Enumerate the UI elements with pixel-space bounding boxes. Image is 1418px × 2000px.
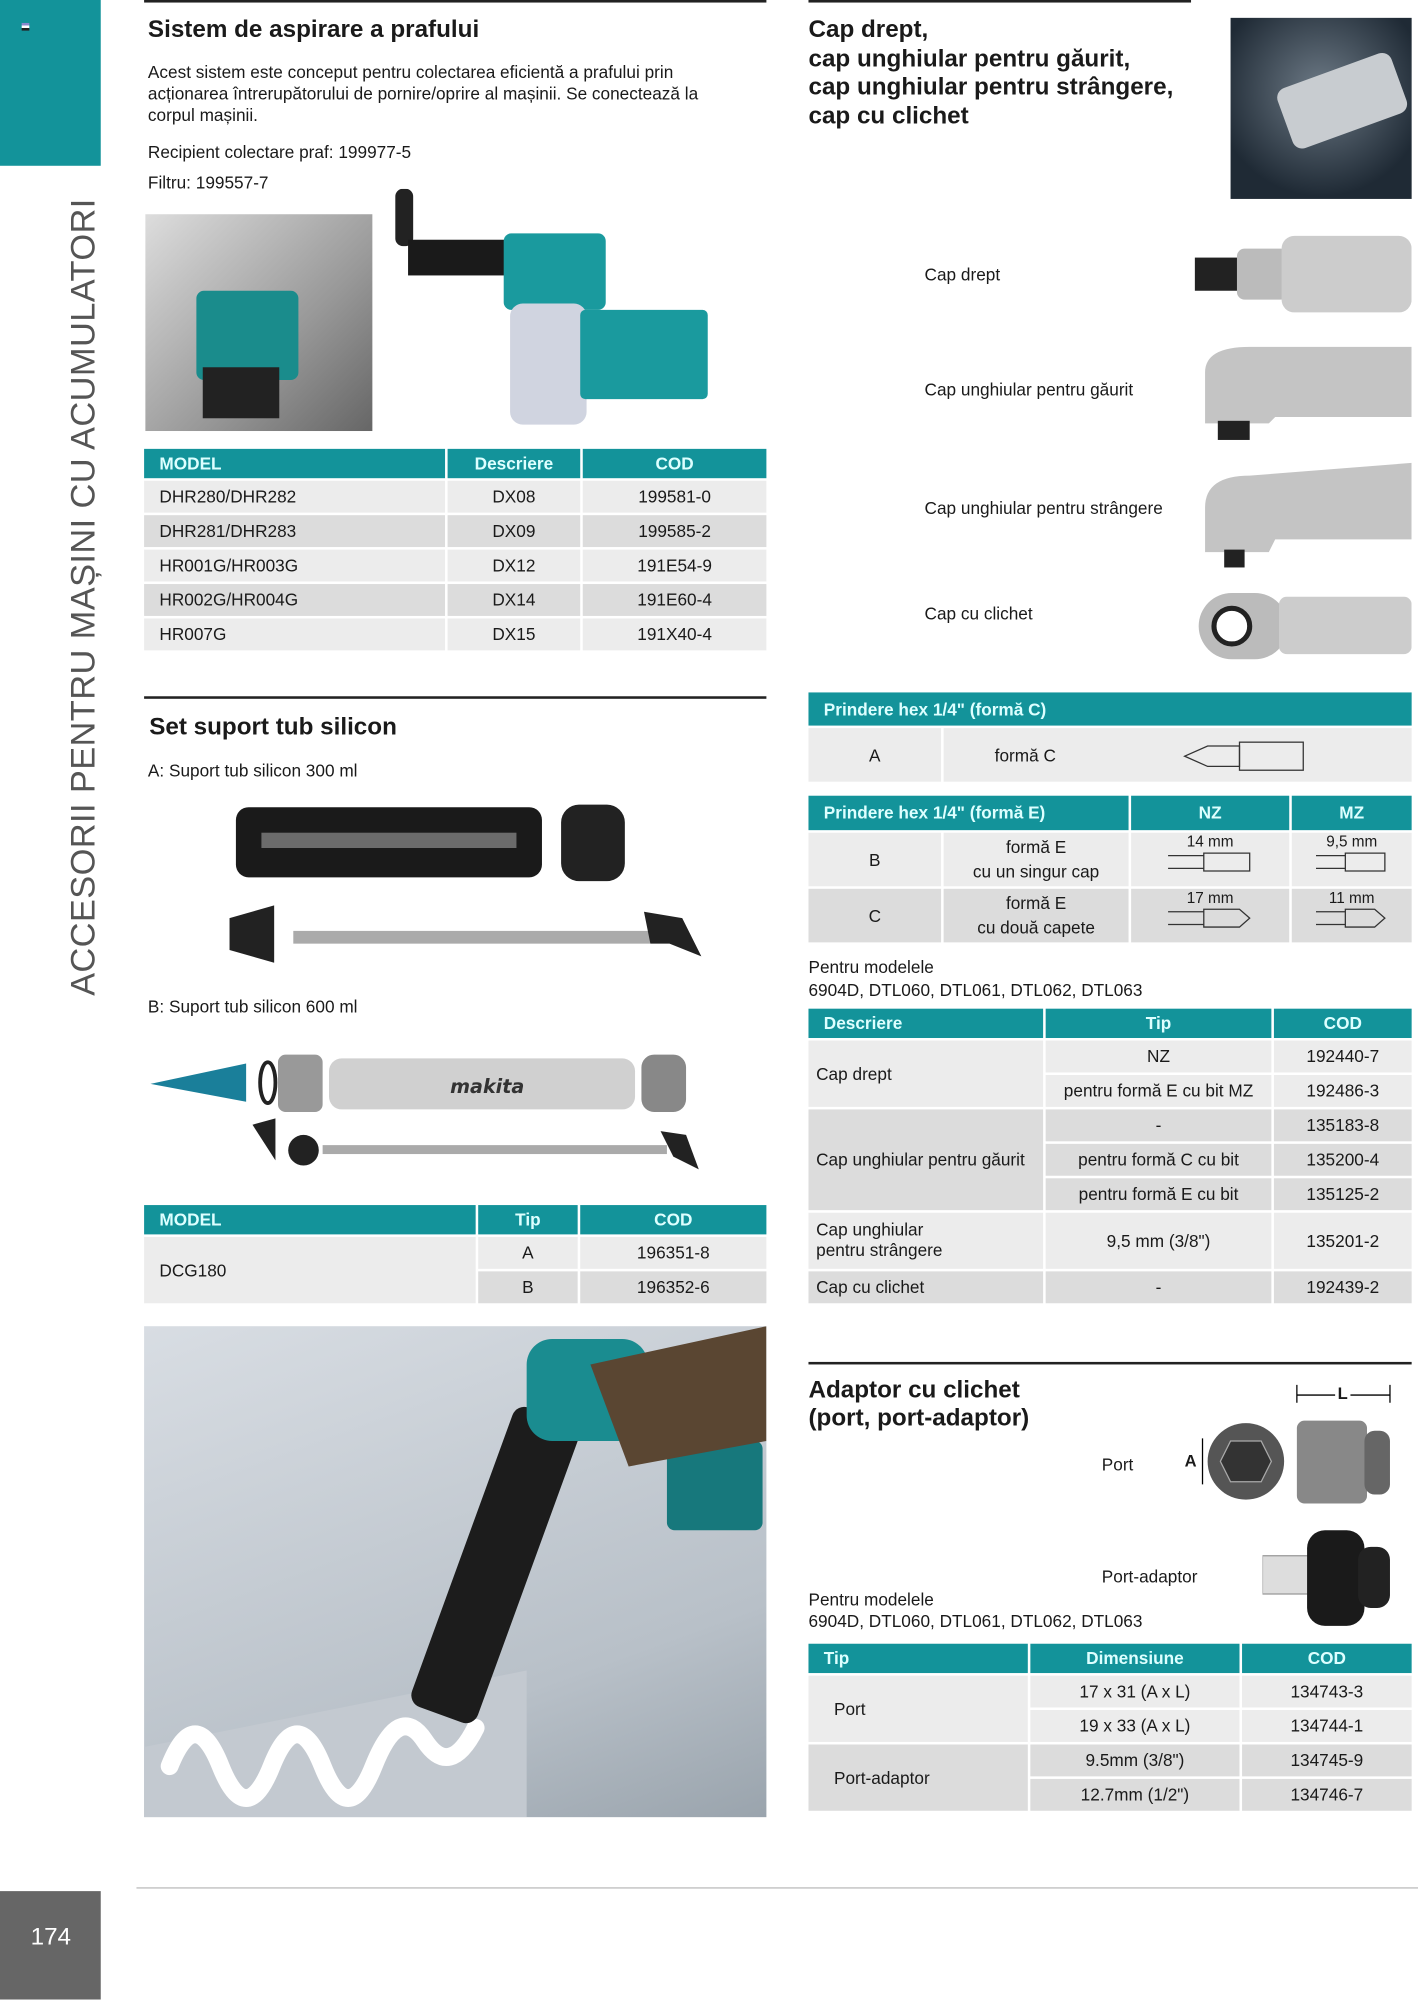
table-cell: Port (808, 1676, 1027, 1742)
port-diagram (1180, 1380, 1403, 1508)
heads-models: 6904D, DTL060, DTL061, DTL062, DTL063 (808, 980, 1143, 1000)
table-cell: 19 x 33 (A x L) (1030, 1710, 1239, 1742)
col-cod: COD (580, 1205, 766, 1234)
hex-c-table (806, 690, 1414, 784)
silicon-holder-600-image (150, 1048, 711, 1176)
table-cell: formă E cu un singur cap (944, 833, 1129, 887)
col-descriere: Descriere (808, 1009, 1043, 1038)
table-row (808, 1744, 1411, 1776)
table-cell: 134744-1 (1242, 1710, 1412, 1742)
col-cod: COD (1274, 1009, 1412, 1038)
table-cell: pentru formă E cu bit MZ (1046, 1075, 1272, 1107)
table-cell: DHR280/DHR282 (144, 481, 445, 513)
table-cell: DCG180 (144, 1237, 476, 1303)
table-row (808, 833, 1411, 887)
port-adaptor-label: Port-adaptor (1101, 1567, 1198, 1587)
table-cell: 12.7mm (1/2") (1030, 1779, 1239, 1811)
table-row (808, 1271, 1411, 1303)
col-tip: Tip (808, 1644, 1027, 1673)
table-row (144, 584, 766, 616)
table-cell: Cap unghiular pentru găurit (808, 1109, 1043, 1210)
table-cell: 192486-3 (1274, 1075, 1412, 1107)
heads-title-4: cap cu clichet (808, 103, 969, 131)
table-cell: DX14 (448, 584, 581, 616)
adaptor-models-label: Pentru modelele (808, 1590, 934, 1610)
table-cell: 196352-6 (580, 1271, 766, 1303)
table-cell: A (808, 728, 941, 782)
table-cell: pentru formă E cu bit (1046, 1178, 1272, 1210)
table-cell: Port-adaptor (808, 1744, 1027, 1810)
section-rule (808, 0, 1191, 3)
bit-dimension-icon (1166, 851, 1255, 874)
table-cell: 11 mm (1292, 889, 1412, 943)
adaptor-models: 6904D, DTL060, DTL061, DTL062, DTL063 (808, 1611, 1143, 1631)
table-cell: A (478, 1237, 577, 1269)
table-cell: 196351-8 (580, 1237, 766, 1269)
table-cell: 9,5 mm (1292, 833, 1412, 887)
table-row (144, 550, 766, 582)
page-number: 174 (30, 1924, 72, 1952)
bit-dimension-icon (1313, 851, 1390, 874)
table-cell: formă E cu două capete (944, 889, 1129, 943)
col-dimensiune: Dimensiune (1030, 1644, 1239, 1673)
table-cell: 17 x 31 (A x L) (1030, 1676, 1239, 1708)
dust-system-photo (145, 214, 372, 431)
bit-dimension-icon (1166, 907, 1255, 930)
col-model: MODEL (144, 449, 445, 478)
adaptor-table (806, 1641, 1414, 1813)
table-cell: 192439-2 (1274, 1271, 1412, 1303)
table-cell: Cap drept (808, 1041, 1043, 1107)
table-cell: 191E54-9 (583, 550, 767, 582)
table-cell: 135183-8 (1274, 1109, 1412, 1141)
table-row (808, 728, 1411, 782)
table-cell: 191E60-4 (583, 584, 767, 616)
table-cell: HR002G/HR004G (144, 584, 445, 616)
section-rule (144, 696, 766, 699)
table-row (808, 889, 1411, 943)
silicon-b-label: B: Suport tub silicon 600 ml (147, 997, 358, 1017)
table-cell: 135200-4 (1274, 1144, 1412, 1176)
angle-drill-head-image (1199, 334, 1412, 442)
hex-c-header: Prindere hex 1/4" (formă C) (808, 692, 1411, 725)
hex-c-type: formă C (994, 745, 1056, 765)
table-cell: HR007G (144, 618, 445, 650)
col-nz: NZ (1131, 796, 1289, 830)
silicon-title: Set suport tub silicon (149, 714, 397, 741)
table-cell: 135201-2 (1274, 1213, 1412, 1269)
dim-l-label: L (1337, 1383, 1348, 1403)
col-tip: Tip (1046, 1009, 1272, 1038)
silicon-table (142, 1203, 769, 1306)
table-cell: 199585-2 (583, 515, 767, 547)
table-cell: DX09 (448, 515, 581, 547)
head-item-label: Cap unghiular pentru găurit (924, 380, 1134, 400)
table-row (144, 481, 766, 513)
table-row (144, 1237, 766, 1269)
adaptor-title-2: (port, port-adaptor) (808, 1405, 1030, 1433)
dust-extractor-image (389, 189, 714, 431)
table-cell: HR001G/HR003G (144, 550, 445, 582)
head-item-label: Cap drept (924, 265, 1001, 285)
head-item-label: Cap unghiular pentru strângere (924, 498, 1163, 518)
heads-table (806, 1006, 1414, 1306)
table-row (808, 1041, 1411, 1073)
table-cell: - (1046, 1109, 1272, 1141)
category-vertical-title: ACCESORII PENTRU MAȘINI CU ACUMULATORI (63, 198, 103, 996)
table-cell: 134745-9 (1242, 1744, 1412, 1776)
hex-e-header: Prindere hex 1/4" (formă E) (808, 796, 1128, 830)
heads-title-1: Cap drept, (808, 16, 929, 44)
table-cell: 9.5mm (3/8") (1030, 1744, 1239, 1776)
heads-title-3: cap unghiular pentru strângere, (808, 73, 1174, 101)
angle-tightening-head-image (1199, 457, 1412, 578)
col-model: MODEL (144, 1205, 476, 1234)
table-cell (944, 728, 1412, 782)
table-cell: C (808, 889, 941, 943)
table-cell: B (478, 1271, 577, 1303)
dust-table (142, 446, 769, 653)
table-cell: pentru formă C cu bit (1046, 1144, 1272, 1176)
table-cell: 192440-7 (1274, 1041, 1412, 1073)
table-row (808, 1676, 1411, 1708)
silicon-gun-photo (144, 1326, 766, 1817)
head-item-label: Cap cu clichet (924, 604, 1033, 624)
port-adaptor-image (1262, 1524, 1396, 1632)
table-cell: - (1046, 1271, 1272, 1303)
table-cell: DX15 (448, 618, 581, 650)
table-cell: 17 mm (1131, 889, 1289, 943)
ratchet-head-image (1196, 587, 1412, 666)
col-descriere: Descriere (448, 449, 581, 478)
table-cell: Cap cu clichet (808, 1271, 1043, 1303)
section-rule (808, 1362, 1411, 1365)
port-label: Port (1101, 1455, 1134, 1475)
page-number-box (0, 1891, 101, 1999)
silicon-a-label: A: Suport tub silicon 300 ml (147, 761, 358, 781)
col-mz: MZ (1292, 796, 1412, 830)
table-cell: 134743-3 (1242, 1676, 1412, 1708)
table-row (144, 515, 766, 547)
table-cell: DX08 (448, 481, 581, 513)
table-cell: 199581-0 (583, 481, 767, 513)
table-cell: DHR281/DHR283 (144, 515, 445, 547)
flag-icon (22, 23, 30, 31)
table-cell: Cap unghiular pentru strângere (808, 1213, 1043, 1269)
dust-filter-code: Filtru: 199557-7 (147, 173, 269, 193)
straight-head-image (1192, 230, 1411, 319)
table-cell: DX12 (448, 550, 581, 582)
table-cell: 191X40-4 (583, 618, 767, 650)
heads-title-2: cap unghiular pentru găurit, (808, 45, 1131, 73)
dust-container-code: Recipient colectare praf: 199977-5 (147, 142, 412, 162)
table-row (808, 1213, 1411, 1269)
sidebar-tab (0, 0, 101, 166)
bit-dimension-icon (1313, 907, 1390, 930)
angle-head-photo (1231, 18, 1412, 199)
dust-title: Sistem de aspirare a prafului (147, 16, 480, 44)
makita-logo: makita (450, 1074, 525, 1098)
silicon-holder-300-image (223, 797, 714, 982)
table-cell: B (808, 833, 941, 887)
col-tip: Tip (478, 1205, 577, 1234)
table-row (808, 1109, 1411, 1141)
table-row (144, 618, 766, 650)
section-rule (144, 0, 766, 3)
dust-description: Acest sistem este conceput pentru colectarea eficientă a prafului prin acționarea întrerupătorului de pornire/oprire al mașinii. Se conectează la corpul mașinii. (147, 62, 699, 125)
col-cod: COD (1242, 1644, 1412, 1673)
table-cell: 134746-7 (1242, 1779, 1412, 1811)
table-cell: NZ (1046, 1041, 1272, 1073)
table-cell: 135125-2 (1274, 1178, 1412, 1210)
hex-e-table (806, 793, 1414, 945)
table-cell: 14 mm (1131, 833, 1289, 887)
col-cod: COD (583, 449, 767, 478)
footer-rule (136, 1887, 1418, 1888)
heads-models-label: Pentru modelele (808, 957, 934, 977)
table-cell: 9,5 mm (3/8") (1046, 1213, 1272, 1269)
adaptor-title-1: Adaptor cu clichet (808, 1377, 1020, 1404)
form-c-bit-icon (1182, 738, 1310, 774)
dim-a-label: A (1184, 1451, 1197, 1471)
